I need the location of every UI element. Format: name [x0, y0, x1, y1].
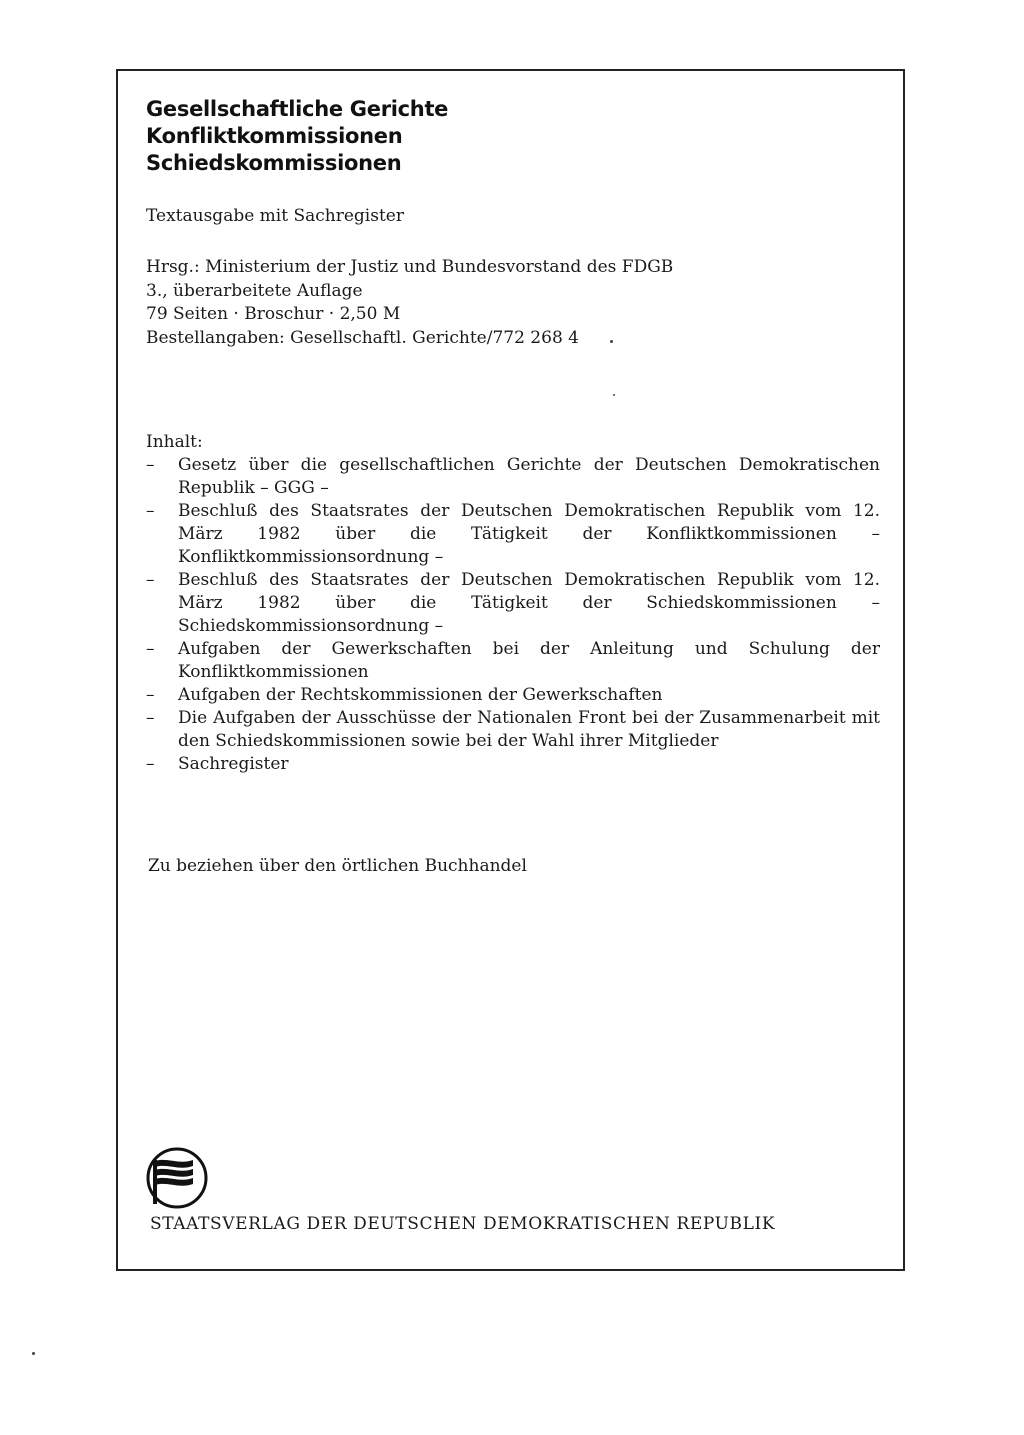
publisher-flag-logo-icon — [145, 1146, 209, 1210]
table-of-contents — [146, 431, 880, 776]
contents-item — [146, 753, 880, 776]
contents-item-text: Aufgaben der Gewerkschaften bei der Anleitung und Schulung der Konfliktkommissionen — [178, 639, 880, 682]
dash-bullet: – — [146, 639, 155, 659]
contents-item-text: Beschluß des Staatsrates der Deutschen Demokratischen Republik vom 12. März 1982 über die Tätigkeit der Schiedskommissionen – Schiedskommissionsordnung – — [178, 570, 880, 636]
contents-item-text: Beschluß des Staatsrates der Deutschen Demokratischen Republik vom 12. März 1982 über die Tätigkeit der Konfliktkommissionen – Konfliktkommissionsordnung – — [178, 501, 880, 567]
scan-speck — [32, 1352, 35, 1355]
dash-bullet: – — [146, 501, 155, 521]
publication-details — [146, 256, 673, 350]
availability-note: Zu beziehen über den örtlichen Buchhandel — [148, 856, 527, 876]
contents-item — [146, 569, 880, 638]
title-line: Schiedskommissionen — [146, 151, 402, 175]
contents-item-text: Aufgaben der Rechtskommissionen der Gewerkschaften — [178, 685, 663, 705]
contents-item — [146, 638, 880, 684]
contents-item — [146, 454, 880, 500]
contents-item — [146, 500, 880, 569]
book-title — [146, 96, 448, 177]
editor-line: Hrsg.: Ministerium der Justiz und Bundesvorstand des FDGB — [146, 257, 674, 277]
dash-bullet: – — [146, 570, 155, 590]
contents-item — [146, 684, 880, 707]
format-price-line: 79 Seiten · Broschur · 2,50 M — [146, 304, 401, 324]
title-line: Konfliktkommissionen — [146, 124, 403, 148]
contents-list — [146, 454, 880, 776]
dash-bullet: – — [146, 455, 155, 475]
contents-item-text: Gesetz über die gesellschaftlichen Gerichte der Deutschen Demokratischen Republik – GGG – — [178, 455, 880, 498]
dash-bullet: – — [146, 685, 155, 705]
contents-item-text: Die Aufgaben der Ausschüsse der Nationalen Front bei der Zusammenarbeit mit den Schiedskommissionen sowie bei der Wahl ihrer Mitglieder — [178, 708, 880, 751]
scan-speck — [610, 340, 613, 343]
dash-bullet: – — [146, 754, 155, 774]
book-subtitle: Textausgabe mit Sachregister — [146, 206, 404, 226]
dash-bullet: – — [146, 708, 155, 728]
contents-heading: Inhalt: — [146, 432, 203, 452]
order-info-line: Bestellangaben: Gesellschaftl. Gerichte/772 268 4 — [146, 327, 579, 348]
publisher-name: STAATSVERLAG DER DEUTSCHEN DEMOKRATISCHEN REPUBLIK — [150, 1214, 776, 1234]
contents-item-text: Sachregister — [178, 754, 289, 774]
scan-speck — [613, 394, 615, 396]
contents-item — [146, 707, 880, 753]
edition-line: 3., überarbeitete Auflage — [146, 280, 363, 301]
title-line: Gesellschaftliche Gerichte — [146, 97, 449, 121]
